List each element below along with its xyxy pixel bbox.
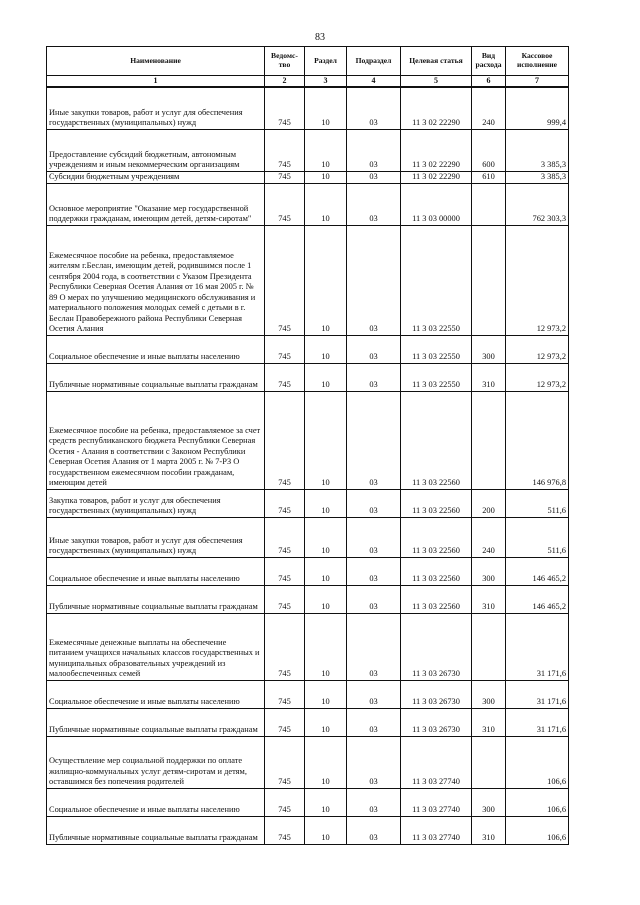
cell-section: 10 (305, 816, 347, 844)
cell-section: 10 (305, 680, 347, 708)
cell-subsection: 03 (347, 816, 401, 844)
cell-department: 745 (265, 489, 305, 517)
table-row (47, 87, 569, 129)
cell-name: Публичные нормативные социальные выплаты гражданам (47, 708, 265, 736)
cell-section: 10 (305, 517, 347, 557)
cell-section: 10 (305, 585, 347, 613)
cell-target-item: 11 3 03 22550 (401, 363, 472, 391)
cell-name: Социальное обеспечение и иные выплаты населению (47, 557, 265, 585)
cell-subsection: 03 (347, 680, 401, 708)
table-row (47, 129, 569, 171)
cell-section: 10 (305, 335, 347, 363)
cell-department: 745 (265, 391, 305, 489)
cell-section: 10 (305, 183, 347, 225)
column-number: 5 (401, 76, 472, 88)
cell-cash-execution: 146 465,2 (506, 585, 569, 613)
cell-name: Социальное обеспечение и иные выплаты населению (47, 335, 265, 363)
cell-name: Ежемесячное пособие на ребенка, предоставляемое жителям г.Беслан, имеющим детей, родившимся после 1 сентября 2004 года, в соответствии с Указом Президента Республики Северная Осетия Алания от 16 мая 2005 г. № 89 О мерах по улучшению медицинского обслуживания и материального положения молодых семей с детьми в г. Беслан Правобережного района Республики Северная Осетия Алания (47, 225, 265, 335)
cell-name: Публичные нормативные социальные выплаты гражданам (47, 585, 265, 613)
cell-cash-execution: 146 976,8 (506, 391, 569, 489)
cell-target-item: 11 3 03 26730 (401, 680, 472, 708)
cell-cash-execution: 31 171,6 (506, 708, 569, 736)
table-row (47, 708, 569, 736)
cell-target-item: 11 3 03 27740 (401, 788, 472, 816)
cell-expense-type (472, 736, 506, 788)
cell-cash-execution: 12 973,2 (506, 335, 569, 363)
column-header-name: Наименование (47, 47, 265, 76)
cell-expense-type: 610 (472, 171, 506, 183)
cell-section: 10 (305, 225, 347, 335)
cell-section: 10 (305, 391, 347, 489)
cell-name: Социальное обеспечение и иные выплаты населению (47, 788, 265, 816)
table-row (47, 335, 569, 363)
cell-target-item: 11 3 03 27740 (401, 816, 472, 844)
cell-name: Иные закупки товаров, работ и услуг для обеспечения государственных (муниципальных) нужд (47, 517, 265, 557)
table-row (47, 489, 569, 517)
cell-subsection: 03 (347, 391, 401, 489)
page-number: 83 (315, 32, 325, 43)
cell-expense-type: 200 (472, 489, 506, 517)
cell-section: 10 (305, 489, 347, 517)
column-number: 2 (265, 76, 305, 88)
cell-name: Предоставление субсидий бюджетным, автономным учреждениям и иным некоммерческим организациям (47, 129, 265, 171)
cell-expense-type: 310 (472, 363, 506, 391)
cell-department: 745 (265, 736, 305, 788)
cell-subsection: 03 (347, 736, 401, 788)
cell-target-item: 11 3 02 22290 (401, 87, 472, 129)
cell-cash-execution: 999,4 (506, 87, 569, 129)
cell-department: 745 (265, 816, 305, 844)
cell-expense-type (472, 225, 506, 335)
cell-expense-type: 300 (472, 680, 506, 708)
cell-name: Закупка товаров, работ и услуг для обеспечения государственных (муниципальных) нужд (47, 489, 265, 517)
cell-subsection: 03 (347, 613, 401, 680)
cell-target-item: 11 3 03 26730 (401, 708, 472, 736)
column-header-cash-execution: Кассовое исполнение (506, 47, 569, 76)
column-header-section: Раздел (305, 47, 347, 76)
cell-cash-execution: 31 171,6 (506, 613, 569, 680)
cell-department: 745 (265, 335, 305, 363)
cell-target-item: 11 3 02 22290 (401, 129, 472, 171)
cell-cash-execution: 12 973,2 (506, 225, 569, 335)
table-row (47, 557, 569, 585)
cell-department: 745 (265, 225, 305, 335)
cell-subsection: 03 (347, 225, 401, 335)
cell-target-item: 11 3 03 22560 (401, 391, 472, 489)
cell-department: 745 (265, 585, 305, 613)
cell-cash-execution: 106,6 (506, 736, 569, 788)
cell-expense-type: 310 (472, 708, 506, 736)
cell-department: 745 (265, 557, 305, 585)
column-number-row (47, 76, 569, 88)
cell-subsection: 03 (347, 87, 401, 129)
cell-department: 745 (265, 708, 305, 736)
cell-expense-type: 310 (472, 585, 506, 613)
table-row (47, 613, 569, 680)
cell-department: 745 (265, 517, 305, 557)
cell-name: Основное мероприятие "Оказание мер государственной поддержки гражданам, имеющим детей, детям-сиротам" (47, 183, 265, 225)
column-header-expense-type: Вид расхода (472, 47, 506, 76)
cell-target-item: 11 3 03 22560 (401, 585, 472, 613)
cell-cash-execution: 3 385,3 (506, 171, 569, 183)
table-row (47, 225, 569, 335)
table-row (47, 736, 569, 788)
cell-expense-type: 300 (472, 788, 506, 816)
cell-expense-type: 240 (472, 87, 506, 129)
cell-name: Публичные нормативные социальные выплаты гражданам (47, 816, 265, 844)
cell-expense-type (472, 183, 506, 225)
table-row (47, 363, 569, 391)
column-header-subsection: Подраздел (347, 47, 401, 76)
header-row (47, 47, 569, 76)
cell-expense-type (472, 391, 506, 489)
cell-name: Публичные нормативные социальные выплаты гражданам (47, 363, 265, 391)
cell-section: 10 (305, 557, 347, 585)
column-number: 3 (305, 76, 347, 88)
table-header (47, 47, 569, 88)
cell-target-item: 11 3 03 26730 (401, 613, 472, 680)
cell-section: 10 (305, 708, 347, 736)
cell-subsection: 03 (347, 557, 401, 585)
cell-subsection: 03 (347, 489, 401, 517)
column-number: 4 (347, 76, 401, 88)
cell-department: 745 (265, 788, 305, 816)
cell-expense-type: 300 (472, 557, 506, 585)
cell-section: 10 (305, 736, 347, 788)
column-number: 7 (506, 76, 569, 88)
table-body (47, 87, 569, 844)
cell-section: 10 (305, 171, 347, 183)
cell-department: 745 (265, 363, 305, 391)
cell-target-item: 11 3 03 22560 (401, 489, 472, 517)
cell-department: 745 (265, 171, 305, 183)
cell-subsection: 03 (347, 708, 401, 736)
cell-target-item: 11 3 03 22550 (401, 335, 472, 363)
cell-cash-execution: 106,6 (506, 788, 569, 816)
cell-section: 10 (305, 613, 347, 680)
cell-expense-type: 240 (472, 517, 506, 557)
cell-target-item: 11 3 03 22560 (401, 557, 472, 585)
cell-subsection: 03 (347, 363, 401, 391)
column-number: 1 (47, 76, 265, 88)
table-row (47, 816, 569, 844)
cell-cash-execution: 31 171,6 (506, 680, 569, 708)
cell-name: Субсидии бюджетным учреждениям (47, 171, 265, 183)
table-row (47, 171, 569, 183)
cell-target-item: 11 3 03 27740 (401, 736, 472, 788)
cell-subsection: 03 (347, 517, 401, 557)
cell-cash-execution: 511,6 (506, 517, 569, 557)
column-header-department: Ведомс-тво (265, 47, 305, 76)
cell-department: 745 (265, 613, 305, 680)
cell-expense-type: 310 (472, 816, 506, 844)
cell-name: Иные закупки товаров, работ и услуг для обеспечения государственных (муниципальных) нужд (47, 87, 265, 129)
cell-cash-execution: 3 385,3 (506, 129, 569, 171)
cell-expense-type: 600 (472, 129, 506, 171)
cell-section: 10 (305, 363, 347, 391)
cell-cash-execution: 762 303,3 (506, 183, 569, 225)
cell-subsection: 03 (347, 335, 401, 363)
table-row (47, 517, 569, 557)
column-number: 6 (472, 76, 506, 88)
column-header-target-item: Целевая статья (401, 47, 472, 76)
cell-cash-execution: 106,6 (506, 816, 569, 844)
cell-target-item: 11 3 03 00000 (401, 183, 472, 225)
cell-section: 10 (305, 87, 347, 129)
cell-cash-execution: 511,6 (506, 489, 569, 517)
cell-cash-execution: 12 973,2 (506, 363, 569, 391)
cell-expense-type (472, 613, 506, 680)
cell-subsection: 03 (347, 171, 401, 183)
table-row (47, 183, 569, 225)
cell-cash-execution: 146 465,2 (506, 557, 569, 585)
cell-subsection: 03 (347, 585, 401, 613)
cell-name: Ежемесячное пособие на ребенка, предоставляемое за счет средств республиканского бюджета Республики Северная Осетия - Алания в соответствии с Законом Республики Северная Осетия Алания от 1 марта 2005 г. № 7-РЗ О государственном ежемесячном пособии гражданам, имеющим детей (47, 391, 265, 489)
cell-expense-type: 300 (472, 335, 506, 363)
cell-name: Осуществление мер социальной поддержки по оплате жилищно-коммунальных услуг детям-сиротам и детям, оставшимся без попечения родителей (47, 736, 265, 788)
cell-department: 745 (265, 183, 305, 225)
cell-department: 745 (265, 129, 305, 171)
table-row (47, 585, 569, 613)
cell-target-item: 11 3 02 22290 (401, 171, 472, 183)
cell-name: Ежемесячные денежные выплаты на обеспечение питанием учащихся начальных классов государственных и муниципальных образовательных учреждений из малообеспеченных семей (47, 613, 265, 680)
cell-target-item: 11 3 03 22550 (401, 225, 472, 335)
table-row (47, 391, 569, 489)
table-row (47, 680, 569, 708)
cell-department: 745 (265, 87, 305, 129)
budget-execution-table (46, 46, 569, 845)
table-row (47, 788, 569, 816)
cell-subsection: 03 (347, 129, 401, 171)
cell-target-item: 11 3 03 22560 (401, 517, 472, 557)
cell-section: 10 (305, 788, 347, 816)
cell-department: 745 (265, 680, 305, 708)
cell-section: 10 (305, 129, 347, 171)
cell-subsection: 03 (347, 788, 401, 816)
cell-subsection: 03 (347, 183, 401, 225)
cell-name: Социальное обеспечение и иные выплаты населению (47, 680, 265, 708)
